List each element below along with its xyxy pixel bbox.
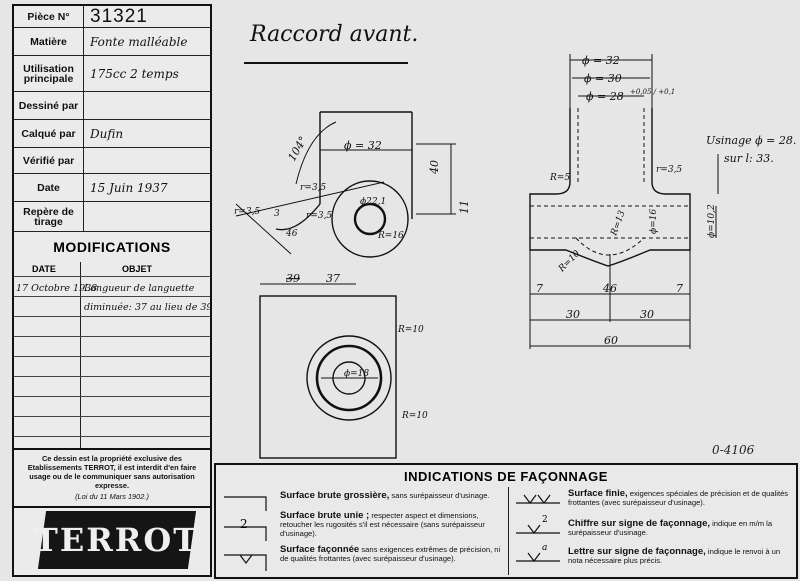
- indications-divider: [508, 487, 509, 575]
- dim-r10-bottom: R=10: [398, 325, 424, 335]
- row-calque: [14, 120, 210, 148]
- fitting-bore-hidden: [578, 108, 644, 184]
- modifications-col-objet: OBJET: [122, 264, 153, 274]
- dim-r10-right: R=10: [557, 248, 583, 275]
- value-verifie: [90, 148, 206, 173]
- dim-40: 40: [428, 160, 441, 174]
- dim-46-a: 46: [286, 229, 298, 239]
- indication-4: [568, 489, 794, 507]
- dim-r35-a: r=3,5: [300, 183, 327, 193]
- dim-phi28: ϕ = 28: [586, 90, 624, 103]
- modifications-line: [14, 356, 210, 357]
- indications-title: INDICATIONS DE FAÇONNAGE: [404, 469, 608, 484]
- row-utilisation: [14, 56, 210, 92]
- indication-5-bold: Chiffre sur signe de façonnage,: [568, 518, 710, 529]
- indication-1: [280, 491, 502, 500]
- label-date: Date: [14, 174, 84, 201]
- dim-30-left: 30: [566, 308, 580, 321]
- dim-39-struck: 39: [286, 272, 300, 285]
- modifications-line: [14, 436, 210, 437]
- value-repere: [90, 202, 206, 231]
- dim-37: 37: [326, 272, 340, 285]
- dim-phi28-tolerance: +0,05 / +0,1: [630, 88, 676, 96]
- label-utilisation: Utilisation principale: [14, 56, 84, 91]
- modifications-col-date: DATE: [32, 264, 56, 274]
- label-piece-number: Pièce N°: [14, 6, 84, 27]
- dim-11: 11: [458, 200, 471, 214]
- indication-5: [568, 519, 794, 537]
- dim-phi102: ϕ=10,2: [707, 204, 717, 238]
- modifications-header: [14, 262, 210, 276]
- legal-divider: [14, 448, 210, 450]
- modifications-line: [14, 396, 210, 397]
- title-block: [12, 4, 212, 577]
- value-piece-number: 31321: [90, 6, 148, 27]
- indication-3: [280, 545, 502, 563]
- symbol-machined: [224, 555, 266, 571]
- indication-5-text: indique en m/m la surépaisseur d'usinage.: [568, 519, 773, 537]
- modifications-line: [14, 336, 210, 337]
- dim-r35-right: r=3,5: [656, 165, 683, 175]
- indication-2-bold: Surface brute unie ;: [280, 510, 370, 521]
- dim-r10-lower: R=10: [402, 411, 428, 421]
- indication-4-text: exigences spéciales de précision et de qualités frottantes (avec surépaisseur d'usinage).: [568, 489, 789, 507]
- symbol-letter-facing: [516, 553, 560, 561]
- drawing-reference: 0-4106: [712, 443, 755, 457]
- dim-phi32-left: ϕ = 32: [344, 139, 382, 152]
- facing-symbols-right: [514, 489, 566, 577]
- dim-30-right: 30: [640, 308, 654, 321]
- label-repere: Repère de tirage: [14, 202, 84, 231]
- terrot-logo: [34, 511, 200, 569]
- legal-notice: [18, 454, 206, 501]
- dim-phi32-top: ϕ = 32: [582, 54, 620, 67]
- dim-phi16: ϕ=16: [649, 208, 659, 234]
- dim-r5: R=5: [550, 173, 571, 183]
- indication-3-text: sans exigences extrêmes de précision, ni de qualités frottantes (avec surépaisseur d'usinage).: [280, 545, 501, 563]
- value-calque-signature: Dufin: [90, 126, 124, 141]
- symbol-rough: [224, 497, 266, 511]
- terrot-logo-text: TERROT: [34, 521, 200, 559]
- value-dessine: [90, 92, 206, 119]
- symbol-digit-facing: [516, 525, 560, 533]
- legal-law: (Loi du 11 Mars 1902.): [75, 492, 149, 501]
- dim-46-b: 46: [603, 282, 617, 295]
- dim-phi30: ϕ = 30: [584, 72, 622, 85]
- row-date: [14, 174, 210, 202]
- label-matiere: Matière: [14, 28, 84, 55]
- dim-phi18: ϕ=18: [344, 369, 370, 379]
- boss-outer-circle: [332, 181, 408, 257]
- modifications-grid: [14, 276, 213, 448]
- dim-r13: R=13: [609, 209, 628, 238]
- indication-3-bold: Surface façonnée: [280, 544, 360, 555]
- label-verifie: Vérifié par: [14, 148, 84, 173]
- label-calque: Calqué par: [14, 120, 84, 147]
- dim-7-left: 7: [536, 282, 543, 295]
- logo-divider: [14, 506, 210, 508]
- dim-r35-c: r=3,5: [306, 211, 333, 221]
- symbol-digit-3: 2: [542, 515, 548, 525]
- dim-7-right: 7: [676, 282, 683, 295]
- value-matiere: Fonte malléable: [90, 34, 188, 49]
- value-date: 15 Juin 1937: [90, 180, 168, 195]
- indication-2: [280, 511, 502, 538]
- row-matiere: [14, 28, 210, 56]
- symbol-digit-2: 2: [240, 517, 248, 531]
- facing-symbols-left: [222, 489, 274, 577]
- symbol-finished: [516, 495, 560, 503]
- modifications-title: MODIFICATIONS: [53, 239, 171, 255]
- usinage-line1: Usinage ϕ = 28.: [706, 134, 797, 147]
- indication-2-text: respecter aspect et dimensions, retoucher les rugosités s'il est nécessaire (sans surépaisseur d'usinage).: [280, 511, 485, 538]
- modifications-line: [14, 416, 210, 417]
- modifications-line: [14, 316, 210, 317]
- legal-text: Ce dessin est la propriété exclusive des Etablissements TERROT, il est interdit d'en faire usage ou de le communiquer sans autorisation expresse.: [27, 454, 197, 490]
- modification-objet-line1: Longueur de languette: [84, 283, 195, 294]
- boss-bore-circle: [355, 204, 385, 234]
- dim-r35-b: r=3,5: [234, 207, 261, 217]
- technical-drawing: [216, 4, 798, 462]
- indications-panel: [214, 463, 798, 579]
- modifications-line: [14, 296, 210, 297]
- drawing-title: Raccord avant.: [250, 22, 419, 47]
- fitting-inner-hidden: [576, 238, 644, 255]
- dim-angle: 104°: [285, 134, 310, 164]
- indication-4-bold: Surface finie,: [568, 488, 628, 499]
- dim-60: 60: [604, 334, 618, 347]
- indication-6-bold: Lettre sur signe de façonnage,: [568, 546, 706, 557]
- value-utilisation: 175cc 2 temps: [90, 66, 179, 81]
- dim-phi221: ϕ22,1: [360, 197, 387, 207]
- row-repere: [14, 202, 210, 232]
- indication-6-text: indique le renvoi à un nota nécessaire plus précis.: [568, 547, 781, 565]
- dim-r16: R=16: [378, 231, 404, 241]
- bottom-view-outline: [260, 296, 396, 458]
- fitting-outline: [530, 108, 690, 266]
- indication-1-text: sans surépaisseur d'usinage.: [391, 491, 490, 500]
- modification-date: 17 Octobre 1938: [16, 283, 98, 294]
- symbol-letter-a: a: [542, 543, 548, 553]
- label-dessine: Dessiné par: [14, 92, 84, 119]
- usinage-line2: sur l: 33.: [724, 152, 774, 165]
- modification-objet-line2: diminuée: 37 au lieu de 39: [84, 302, 213, 313]
- row-dessine: [14, 92, 210, 120]
- modifications-line: [14, 276, 210, 277]
- modifications-line: [14, 376, 210, 377]
- row-verifie: [14, 148, 210, 174]
- indication-1-bold: Surface brute grossière,: [280, 490, 390, 501]
- row-piece-number: [14, 6, 210, 28]
- indication-6: [568, 547, 794, 565]
- dim-3: 3: [274, 209, 280, 219]
